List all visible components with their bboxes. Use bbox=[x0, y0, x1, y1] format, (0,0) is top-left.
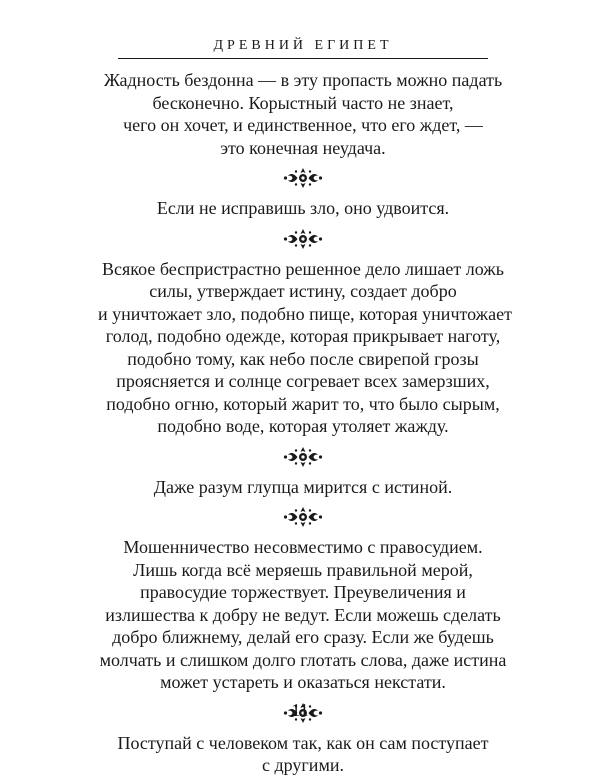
text-line: Мошенничество несовместимо с правосудием. bbox=[123, 537, 483, 557]
text-line: подобно воде, которая утоляет жажду. bbox=[157, 416, 449, 436]
text-line: Если не исправишь зло, оно удвоится. bbox=[156, 198, 450, 218]
fleuron-ornament-icon bbox=[283, 167, 323, 189]
fleuron-ornament-icon bbox=[283, 228, 323, 250]
header-rule bbox=[118, 58, 488, 59]
text-line: Всякое беспристрастно решенное дело лишает ложь bbox=[102, 258, 504, 279]
text-line: силы, утверждает истину, создает добро bbox=[149, 281, 457, 301]
text-line: и уничтожает зло, подобно пище, которая уничтожает bbox=[98, 303, 512, 324]
paragraph-justice-case bbox=[98, 258, 512, 438]
paragraph-fool-mind bbox=[98, 476, 508, 499]
text-line: молчать и слишком долго глотать слова, даже истина bbox=[99, 649, 507, 670]
text-line: голод, подобно одежде, которая прикрывает наготу, bbox=[105, 326, 501, 346]
text-line: подобно огню, который жарит то, что было сырым, bbox=[106, 393, 500, 414]
text-line: Поступай с человеком так, как он сам поступает bbox=[117, 732, 489, 753]
page-content bbox=[98, 69, 512, 777]
fleuron-ornament-icon bbox=[283, 446, 323, 468]
text-line: Жадность бездонна — в эту пропасть можно падать bbox=[103, 70, 503, 90]
text-line: Лишь когда всё меряешь правильной мерой, bbox=[133, 559, 473, 580]
text-line: подобно тому, как небо после свирепой грозы bbox=[127, 348, 479, 369]
text-line: бесконечно. Корыстный часто не знает, bbox=[152, 92, 454, 113]
paragraph-fraud bbox=[98, 536, 508, 694]
text-line: правосудие торжествует. Преувеличения и bbox=[140, 582, 466, 602]
text-line: проясняется и солнце согревает всех замерзших, bbox=[116, 371, 490, 391]
running-header: ДРЕВНИЙ ЕГИПЕТ bbox=[213, 38, 393, 53]
text-line: это конечная неудача. bbox=[220, 137, 386, 158]
text-line: добро ближнему, делай его сразу. Если же будешь bbox=[112, 627, 494, 647]
paragraph-evil bbox=[98, 197, 508, 220]
paragraph-treat-others bbox=[98, 732, 508, 777]
paragraph-greed bbox=[98, 69, 508, 159]
text-line: излишества к добру не ведут. Если можешь сделать bbox=[105, 604, 501, 625]
text-line: с другими. bbox=[262, 755, 344, 775]
text-line: может устареть и оказаться некстати. bbox=[160, 672, 446, 692]
page-number: 11 bbox=[291, 700, 309, 720]
text-line: Даже разум глупца мирится с истиной. bbox=[153, 476, 453, 497]
text-line: чего он хочет, и единственное, что его ждет, — bbox=[123, 115, 483, 135]
fleuron-ornament-icon bbox=[283, 506, 323, 528]
